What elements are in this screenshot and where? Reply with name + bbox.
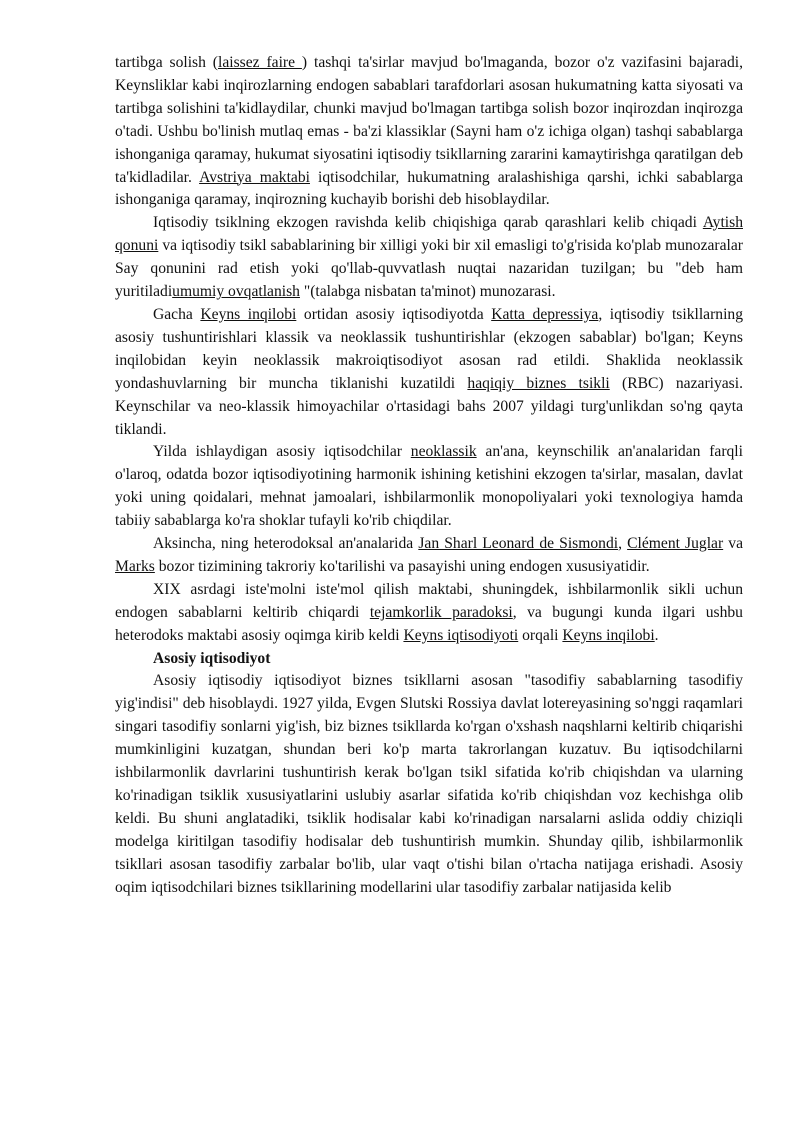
text-run: ortidan asosiy iqtisodiyotda	[296, 305, 492, 323]
body-text-after-heading	[115, 670, 743, 899]
text-run: Aksincha, ning heterodoksal an'analarida	[153, 535, 419, 553]
text-run: Asosiy iqtisodiy iqtisodiyot biznes tsikllarni asosan "tasodifiy sabablarning tasodifiy yig'indisi" deb hisoblaydi. 1927 yilda, Evgen Slutski Rossiya davlat lotereyasining so'nggi raqamlari singari tasodifiy sonlarni yig'ish, biz biznes tsikllarda ko'rgan o'xshash naqshlarni keltirib chiqarishi mumkinligini kuzatgan, shundan beri ko'p marta takrorlangan kuzatuv. Bu iqtisodchilarni ishbilarmonlik davrlarini tushuntirish kerak bo'lgan tsikl sifatida ko'rib chiqishdan va ularning ko'rinadigan tsiklik xususiyatlarini uslubiy asarlar sifatida ko'rib chiqishdan voz kechishga olib keldi. Bu shuni anglatadiki, tsiklik hodisalar kabi ko'rinadigan narsalarni aslida oddiy chiziqli modelga kiritilgan tasodifiy hodisalar deb tushuntirish mumkin. Shunday qilib, ishbilarmonlik tsikllari asosan tasodifiy zarbalar bo'lib, ular vaqt o'tishi bilan o'rtacha natijaga erishadi. Asosiy oqim iqtisodchilari biznes tsikllarining modellarini ular tasodifiy zarbalar natijasida kelib	[115, 672, 743, 896]
text-run: va iqtisodiy tsikl sabablarining bir xilligi yoki bir xil emasligi to'g'risida ko'plab munozaralar Say qonunini rad etish yoki qo'llab-quvvatlash nuqtai nazaridan tuzilgan; bu "deb ham yuritiladi	[115, 237, 743, 301]
text-run: ) tashqi ta'sirlar mavjud bo'lmaganda, bozor o'z vazifasini bajaradi, Keynsliklar kabi inqirozlarning endogen sabablari tarafdorlari asosan hukumatning katta siyosati va tartibga solishini ta'kidlaydilar, chunki mavjud bo'lmagan tartibga solish bozor inqirozdan inqirozga o'tadi. Ushbu bo'linish mutlaq emas - ba'zi klassiklar (Sayni ham o'z ichiga olgan) tashqi sabablarga ishonganiga qaramay, hukumat siyosatini iqtisodiy tsikllarning zararini kamaytirishga qaratilgan deb ta'kidladilar.	[115, 54, 743, 186]
text-run: tartibga solish (	[115, 54, 218, 71]
hyperlink[interactable]: Marks	[115, 557, 155, 575]
hyperlink[interactable]: haqiqiy biznes tsikli	[467, 374, 610, 392]
hyperlink[interactable]: Keyns inqilobi	[562, 626, 655, 644]
paragraph-p6	[115, 579, 743, 648]
text-run: Iqtisodiy tsiklning ekzogen ravishda kelib chiqishiga qarab qarashlari kelib chiqadi	[153, 214, 703, 232]
hyperlink[interactable]: umumiy ovqatlanish	[172, 283, 300, 301]
text-run: ,	[618, 535, 628, 553]
hyperlink[interactable]: laissez faire	[218, 54, 302, 71]
hyperlink[interactable]: Aytish qonuni	[115, 214, 743, 255]
hyperlink[interactable]: Clément Juglar	[627, 535, 724, 553]
text-run: XIX asrdagi iste'molni iste'mol qilish maktabi, shuningdek, ishbilarmonlik sikli uchun endogen sabablarni keltirib chiqardi	[115, 580, 743, 621]
text-run: orqali	[518, 626, 563, 644]
document-page	[115, 52, 743, 900]
paragraph-p3	[115, 304, 743, 441]
text-run: Gacha	[153, 305, 201, 323]
text-run: an'ana, keynschilik an'analaridan farqli o'laroq, odatda bozor iqtisodiyotining harmonik ishining ketishini ekzogen ta'sirlar, masalan, davlat yoki uning qoidalari, mehnat jamoalari, ishbilarmonlik monopoliyalari yoki texnologiya hamda tabiiy sabablarga ko'ra shoklar tufayli ko'rib chiqdilar.	[115, 443, 743, 530]
hyperlink[interactable]: tejamkorlik paradoksi	[369, 603, 513, 621]
section-heading: Asosiy iqtisodiyot	[153, 649, 271, 667]
text-run: iqtisodchilar, hukumatning aralashishiga qarshi, ichki sabablarga ishonganiga qaramay, inqirozning kuchayib borishi deb hisoblaydilar.	[115, 168, 743, 209]
text-run: , va bugungi kunda ilgari ushbu heterodoks maktabi asosiy oqimga kirib keldi	[115, 603, 743, 644]
text-run: , iqtisodiy tsikllarning asosiy tushuntirishlari klassik va neoklassik tushuntirishlar (ekzogen sabablar) bo'lgan; Keyns inqilobidan keyin neoklassik makroiqtisodiyot asosan rad etildi. Shaklida neoklassik yondashuvlarning bir muncha tiklanishi kuzatildi	[115, 305, 743, 392]
text-run: (RBC) nazariyasi. Keynschilar va neo-klassik himoyachilar o'rtasidagi bahs 2007 yildagi turg'unlikdan so'ng qayta tiklandi.	[115, 374, 743, 438]
hyperlink[interactable]: Avstriya maktabi	[199, 168, 310, 186]
body-text-before-heading	[115, 52, 743, 648]
paragraph-p5	[115, 533, 743, 579]
text-run: bozor tizimining takroriy ko'tarilishi va pasayishi uning endogen xususiyatidir.	[154, 557, 650, 575]
hyperlink[interactable]: Jan Sharl Leonard de Sismondi	[418, 535, 619, 553]
hyperlink[interactable]: Katta depressiya	[491, 305, 599, 323]
paragraph-p1	[115, 52, 743, 212]
hyperlink[interactable]: Keyns iqtisodiyoti	[403, 626, 519, 644]
paragraph-p2	[115, 212, 743, 304]
text-run: .	[654, 626, 659, 644]
paragraph-p4	[115, 441, 743, 533]
text-run: Yilda ishlaydigan asosiy iqtisodchilar	[153, 443, 411, 461]
hyperlink[interactable]: Keyns inqilobi	[200, 305, 297, 323]
text-run: va	[723, 535, 744, 553]
hyperlink[interactable]: neoklassik	[410, 443, 477, 461]
paragraph-p7	[115, 670, 743, 899]
text-run: "(talabga nisbatan ta'minot) munozarasi.	[299, 283, 556, 301]
